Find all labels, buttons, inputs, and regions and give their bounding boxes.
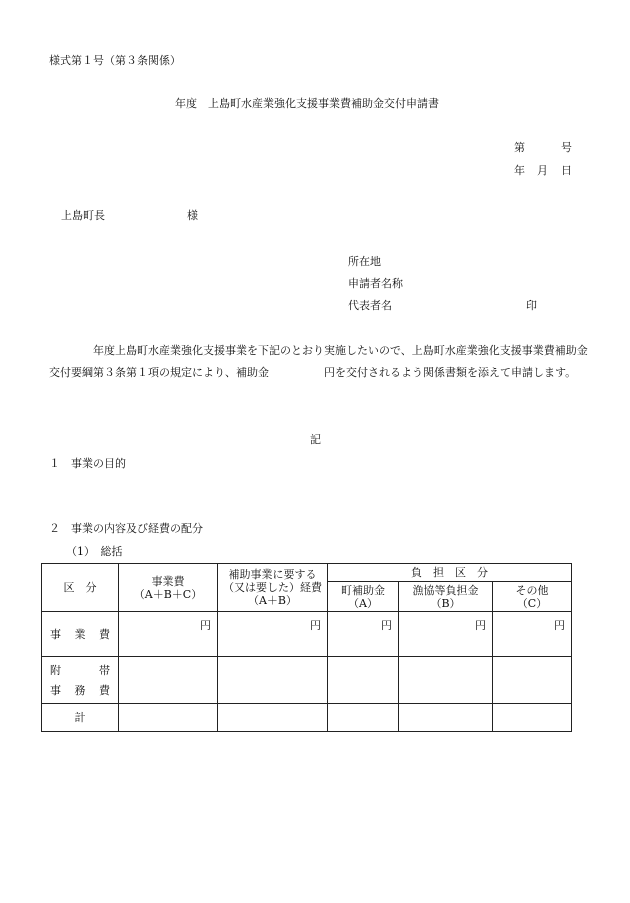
document-title: 年度 上島町水産業強化支援事業費補助金交付申請書 xyxy=(175,97,439,110)
table-row xyxy=(42,704,572,732)
table-cell xyxy=(328,657,399,704)
form-number: 様式第１号（第３条関係） xyxy=(49,54,181,67)
applicant-location-label: 所在地 xyxy=(348,255,381,268)
cell-fishery-burden: 円 xyxy=(399,612,493,657)
seal-mark: 印 xyxy=(526,299,537,312)
header-required-cost: 補助事業に要する（又は要した）経費 （A＋B） xyxy=(218,564,328,612)
table-cell xyxy=(328,704,399,732)
table-cell xyxy=(493,657,572,704)
ki-heading: 記 xyxy=(310,433,321,446)
table-cell xyxy=(399,704,493,732)
cell-project-cost: 円 xyxy=(119,612,218,657)
table-cell xyxy=(218,657,328,704)
table-cell xyxy=(493,704,572,732)
summary-table xyxy=(41,563,572,732)
cell-town-subsidy: 円 xyxy=(328,612,399,657)
header-fishery-burden: 漁協等負担金 （B） xyxy=(399,582,493,612)
header-other: その他 （C） xyxy=(493,582,572,612)
header-town-subsidy: 町補助金 （A） xyxy=(328,582,399,612)
application-body: 年度上島町水産業強化支援事業を下記のとおり実施したいので、上島町水産業強化支援事業費補助金交付要綱第３条第１項の規定により、補助金 円を交付されるよう関係書類を添えて申請します。 xyxy=(49,344,588,379)
row-label-project-cost: 事 業 費 xyxy=(42,612,119,657)
header-burden-division: 負 担 区 分 xyxy=(328,564,572,582)
cell-required-cost: 円 xyxy=(218,612,328,657)
table-cell xyxy=(399,657,493,704)
section-1-heading: １ 事業の目的 xyxy=(49,457,126,470)
table-cell xyxy=(218,704,328,732)
applicant-name-label: 申請者名称 xyxy=(348,277,403,290)
table-cell xyxy=(119,657,218,704)
table-row xyxy=(42,657,572,704)
header-project-cost: 事業費 （A＋B＋C） xyxy=(119,564,218,612)
header-category: 区 分 xyxy=(42,564,119,612)
subsection-summary: （1） 総括 xyxy=(66,545,123,558)
row-label-total: 計 xyxy=(42,704,119,732)
row-label-incidental-cost: 附 帯 事 務 費 xyxy=(42,657,119,704)
cell-other: 円 xyxy=(493,612,572,657)
table-cell xyxy=(119,704,218,732)
applicant-representative-label: 代表者名 xyxy=(348,299,392,312)
section-2-heading: ２ 事業の内容及び経費の配分 xyxy=(49,522,203,535)
table-row xyxy=(42,612,572,657)
